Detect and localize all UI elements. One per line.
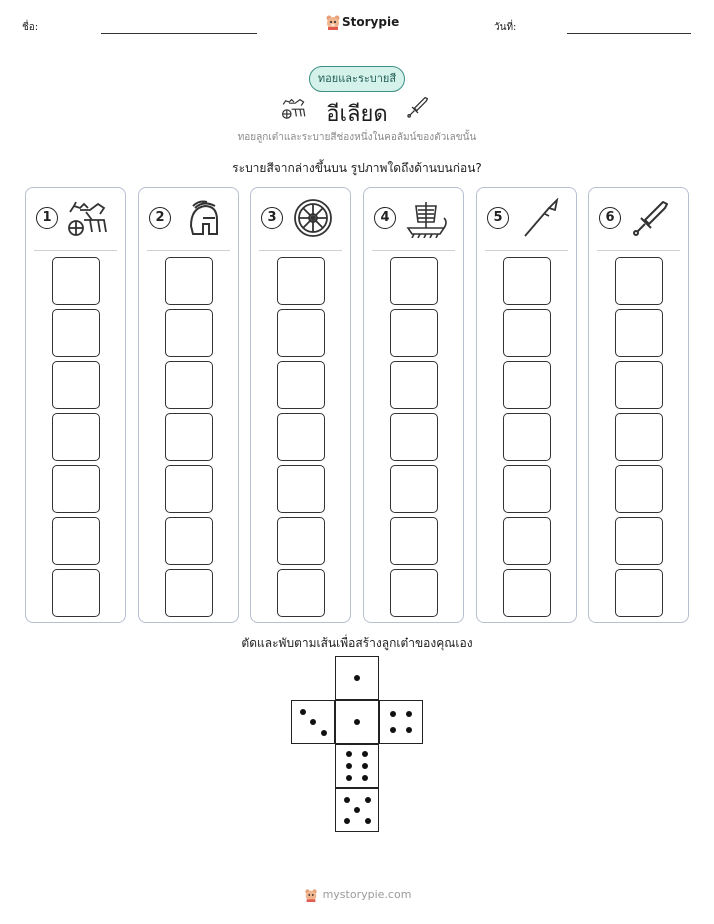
die-pip [354, 675, 360, 681]
name-label: ชื่อ: [22, 22, 39, 33]
die-face-2 [291, 700, 335, 744]
brand-name: Storypie [342, 15, 400, 29]
die-face-3 [335, 700, 379, 744]
die-pip [362, 763, 368, 769]
die-pip [300, 709, 306, 715]
die-pip [354, 807, 360, 813]
die-pip [346, 763, 352, 769]
die-face-4 [379, 700, 423, 744]
die-pip [344, 818, 350, 824]
die-pip [390, 727, 396, 733]
die-pip [354, 719, 360, 725]
die-pip [321, 730, 327, 736]
column-number: 4 [374, 207, 396, 229]
column-number: 3 [261, 207, 283, 229]
column-number: 1 [36, 207, 58, 229]
die-pip [346, 775, 352, 781]
die-pip [406, 711, 412, 717]
die-face-6 [335, 788, 379, 832]
die-face-1 [335, 656, 379, 700]
die-pip [362, 751, 368, 757]
die-pip [362, 775, 368, 781]
cut-instruction: ตัดและพับตามเส้นเพื่อสร้างลูกเต๋าของคุณเอง [241, 636, 473, 650]
die-pip [406, 727, 412, 733]
date-label: วันที่: [494, 22, 517, 33]
page-title: อีเลียด [326, 102, 388, 127]
die-pip [310, 719, 316, 725]
die-pip [390, 711, 396, 717]
die-pip [344, 797, 350, 803]
activity-badge: ทอยและระบายสี [309, 66, 405, 92]
bear-icon [303, 888, 319, 902]
die-pip [346, 751, 352, 757]
footer [0, 888, 714, 902]
die-pip [365, 797, 371, 803]
subtitle: ทอยลูกเต๋าและระบายสีช่องหนึ่งในคอลัมน์ของตัวเลขนั้น [237, 132, 477, 143]
column-number: 5 [487, 207, 509, 229]
die-pip [365, 818, 371, 824]
die-face-5 [335, 744, 379, 788]
column-number: 2 [149, 207, 171, 229]
footer-url: mystorypie.com [322, 888, 412, 901]
column-number: 6 [599, 207, 621, 229]
question: ระบายสีจากล่างขึ้นบน รูปภาพใดถึงด้านบนก่อน? [232, 161, 482, 175]
